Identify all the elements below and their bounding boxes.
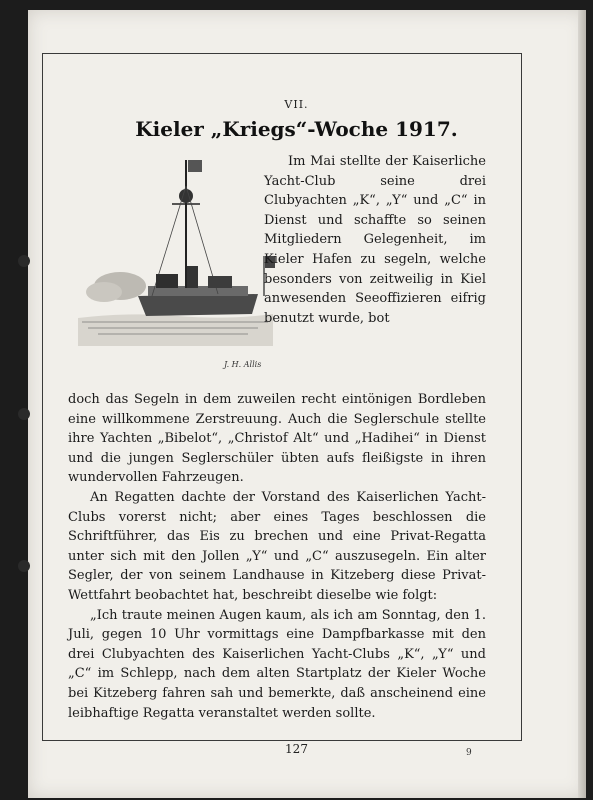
chapter-title: Kieler „Kriegs“-Woche 1917.	[135, 117, 458, 141]
page-number: 127	[285, 742, 308, 756]
body-text	[68, 390, 486, 723]
steam-yacht-illustration	[68, 146, 276, 346]
paragraph-1: doch das Segeln in dem zuweilen recht eintönigen Bordleben eine willkommene Zerstreuung. Auch die Seglerschule stellte ihre Yachten „Bibelot“, „Christof Alt“ und „Hadihei“ in Dienst und die jungen Seglerschüler übten aufs fleißigste in ihren wundervollen Fahrzeugen.	[68, 392, 486, 486]
paragraph-2: An Regatten dachte der Vorstand des Kaiserlichen Yacht-Clubs vorerst nicht; aber eines Tages beschlossen die Schriftführer, das Eis zu brechen und eine Privat-Regatta unter sich mit den Jollen „Y“ und „C“ auszusegeln. Ein alter Segler, der von seinem Landhause in Kitzeberg diese Privat-Wettfahrt beobachtet hat, beschreibt dieselbe wie folgt:	[68, 489, 486, 603]
chapter-number: VII.	[284, 98, 309, 111]
wrapped-paragraph	[264, 152, 486, 328]
binding-hole	[18, 255, 30, 267]
binding-hole	[18, 560, 30, 572]
illustration-signature: J. H. Allis	[224, 360, 262, 369]
signature-mark: 9	[466, 748, 472, 758]
paragraph-3: „Ich traute meinen Augen kaum, als ich am Sonntag, den 1. Juli, gegen 10 Uhr vormittags eine Dampfbarkasse mit den drei Clubyachten des Kaiserlichen Yacht-Clubs „K“, „Y“ und „C“ im Schlepp, nach dem alten Startplatz der Kieler Woche bei Kitzeberg fahren sah und bemerkte, daß anscheinend eine leibhaftige Regatta veranstaltet werden sollte.	[68, 607, 486, 721]
binding-hole	[18, 408, 30, 420]
wrapped-paragraph-text: Im Mai stellte der Kaiserliche Yacht-Club seine drei Clubyachten „K“, „Y“ und „C“ in Dienst und schaffte so seinen Mitgliedern Gelegenheit, im Kieler Hafen zu segeln, welche besonders von zeitweilig in Kiel anwesenden Seeoffizieren eifrig benutzt wurde, bot	[264, 154, 486, 326]
